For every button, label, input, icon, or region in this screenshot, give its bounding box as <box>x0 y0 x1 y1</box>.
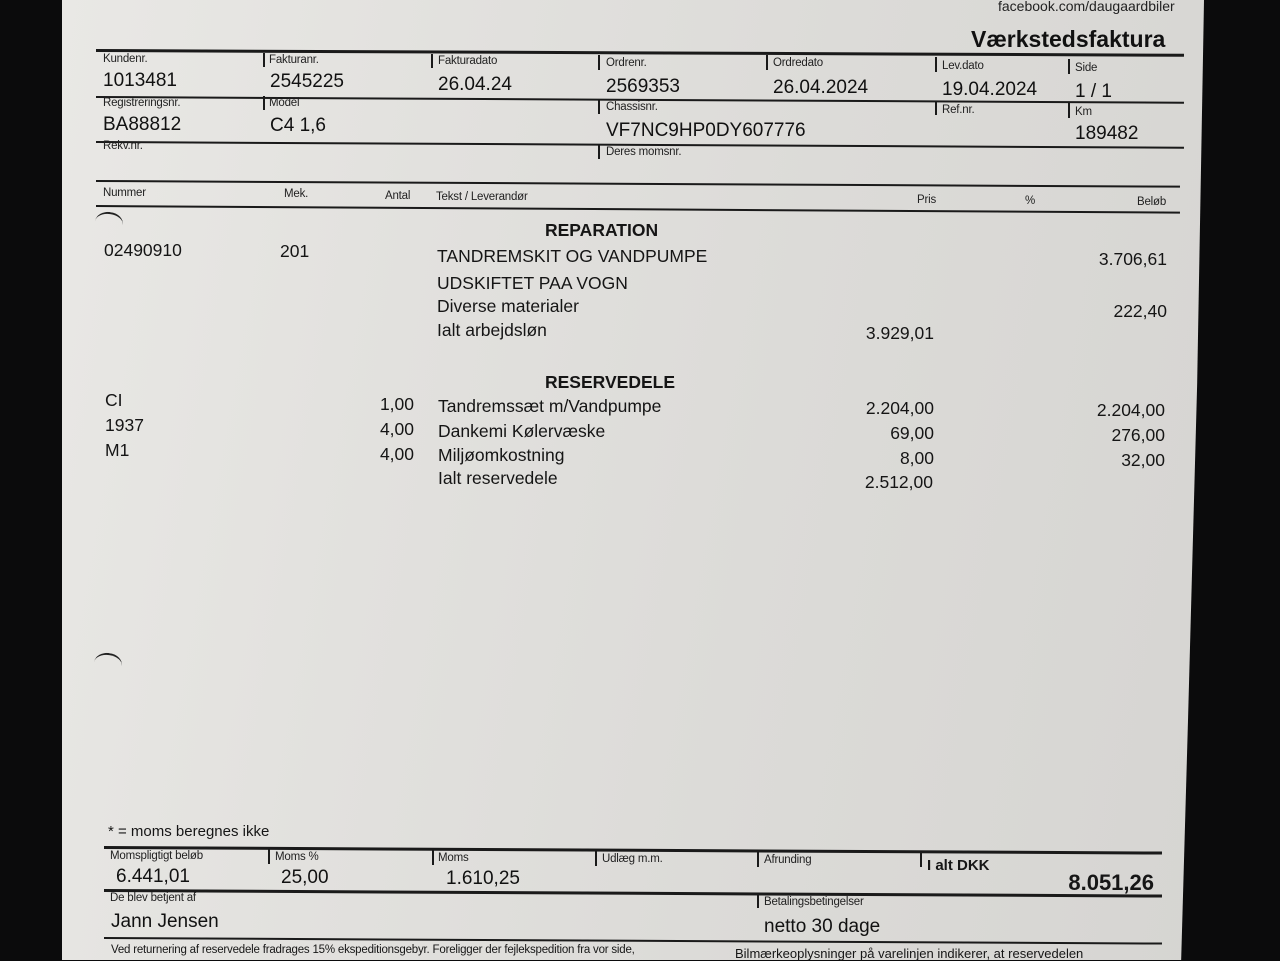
udlaeg-label: Udlæg m.m. <box>602 853 663 865</box>
divider <box>757 894 759 908</box>
moms-value: 1.610,25 <box>446 868 520 889</box>
cell-pris: 2.512,00 <box>864 472 933 492</box>
website-text: facebook.com/daugaardbiler <box>998 0 1175 14</box>
fakturanr-label: Fakturanr. <box>269 54 319 66</box>
footnote: * = moms beregnes ikke <box>108 823 270 840</box>
cell-tekst: Ialt arbejdsløn <box>437 320 547 340</box>
cell-mek: 201 <box>280 241 310 261</box>
divider <box>757 852 759 867</box>
rekvnr-label: Rekv.nr. <box>103 140 143 152</box>
cell-antal: 4,00 <box>379 444 414 464</box>
col-belob: Beløb <box>1137 196 1167 208</box>
model-value: C4 1,6 <box>270 115 326 136</box>
col-mek: Mek. <box>284 188 309 200</box>
levdato-value: 19.04.2024 <box>942 79 1038 100</box>
cell-tekst: Diverse materialer <box>437 296 579 316</box>
registreringsnr-value: BA88812 <box>103 114 182 135</box>
cell-pris: 69,00 <box>890 423 934 443</box>
km-label: Km <box>1075 106 1092 118</box>
divider <box>935 101 937 115</box>
cell-belob: 3.706,61 <box>1098 249 1167 269</box>
divider <box>263 96 265 110</box>
cell-antal: 1,00 <box>379 394 414 414</box>
cell-tekst: Miljøomkostning <box>438 445 565 465</box>
cell-belob: 276,00 <box>1111 425 1165 445</box>
cell-belob: 32,00 <box>1121 450 1165 470</box>
divider <box>1068 103 1070 118</box>
model-label: Model <box>269 97 300 109</box>
divider <box>432 850 434 865</box>
cell-nummer: CI <box>105 390 123 410</box>
divider <box>1068 59 1070 74</box>
divider <box>920 853 922 867</box>
cell-pris: 2.204,00 <box>865 398 934 418</box>
cell-nummer: 1937 <box>105 415 144 435</box>
divider <box>598 99 600 114</box>
divider <box>598 144 600 159</box>
divider <box>598 55 600 70</box>
col-pct: % <box>1025 195 1036 207</box>
ialt-label: I alt DKK <box>927 857 990 874</box>
cell-tekst: UDSKIFTET PAA VOGN <box>437 273 628 293</box>
divider <box>595 851 597 866</box>
fakturadato-value: 26.04.24 <box>438 74 512 95</box>
side-label: Side <box>1075 62 1098 74</box>
section-heading-reparation: REPARATION <box>545 220 659 240</box>
cell-tekst: TANDREMSKIT OG VANDPUMPE <box>437 246 708 266</box>
cell-belob: 2.204,00 <box>1096 400 1165 420</box>
km-value: 189482 <box>1075 123 1139 144</box>
chassisnr-label: Chassisnr. <box>606 101 658 113</box>
moms-label: Moms <box>438 852 469 864</box>
momspligtigt-label: Momspligtigt beløb <box>110 850 203 862</box>
moms-pct-value: 25,00 <box>281 867 329 888</box>
col-nummer: Nummer <box>103 187 146 199</box>
cell-tekst: Ialt reservedele <box>438 468 558 488</box>
cell-nummer: M1 <box>105 440 130 460</box>
col-antal: Antal <box>385 190 411 202</box>
served-by-value: Jann Jensen <box>111 911 219 932</box>
cell-nummer: 02490910 <box>104 240 182 260</box>
col-tekst: Tekst / Leverandør <box>436 191 528 203</box>
served-by-label: De blev betjent af <box>110 892 196 904</box>
divider <box>766 55 768 70</box>
cell-pris: 3.929,01 <box>865 323 934 343</box>
payment-terms-value: netto 30 dage <box>764 916 881 937</box>
fakturadato-label: Fakturadato <box>438 55 498 67</box>
cell-belob: 222,40 <box>1113 301 1167 321</box>
chassisnr-value: VF7NC9HP0DY607776 <box>606 120 806 141</box>
refnr-label: Ref.nr. <box>942 104 975 116</box>
ordrenr-label: Ordrenr. <box>606 57 647 69</box>
divider <box>263 53 265 67</box>
fakturanr-value: 2545225 <box>270 71 344 92</box>
ordredato-label: Ordredato <box>773 57 823 69</box>
deres-momsnr-label: Deres momsnr. <box>606 146 682 158</box>
levdato-label: Lev.dato <box>942 60 984 72</box>
col-pris: Pris <box>917 194 937 206</box>
registreringsnr-label: Registreringsnr. <box>103 97 181 109</box>
divider <box>268 849 270 864</box>
ialt-value: 8.051,26 <box>1068 870 1154 895</box>
fine-print-right: Bilmærkeoplysninger på varelinjen indikerer, at reservedelen <box>735 946 1084 961</box>
cell-pris: 8,00 <box>899 448 934 468</box>
side-value: 1 / 1 <box>1075 81 1112 102</box>
cell-antal: 4,00 <box>379 419 414 439</box>
document-title: Værkstedsfaktura <box>971 26 1166 52</box>
afrunding-label: Afrunding <box>764 854 812 866</box>
divider <box>935 57 937 72</box>
ordrenr-value: 2569353 <box>606 76 680 97</box>
kundenr-label: Kundenr. <box>103 53 148 65</box>
fine-print-left: Ved returnering af reservedele fradrages 15% ekspeditionsgebyr. Foreligger der fejlekspedition fra vor side, <box>111 944 635 956</box>
section-heading-reservedele: RESERVEDELE <box>545 372 675 392</box>
moms-pct-label: Moms % <box>275 851 319 863</box>
kundenr-value: 1013481 <box>103 70 177 91</box>
divider <box>431 54 433 68</box>
payment-terms-label: Betalingsbetingelser <box>764 896 864 908</box>
ordredato-value: 26.04.2024 <box>773 77 869 98</box>
cell-tekst: Dankemi Kølervæske <box>438 421 606 441</box>
momspligtigt-value: 6.441,01 <box>116 866 190 887</box>
cell-tekst: Tandremssæt m/Vandpumpe <box>438 396 662 416</box>
